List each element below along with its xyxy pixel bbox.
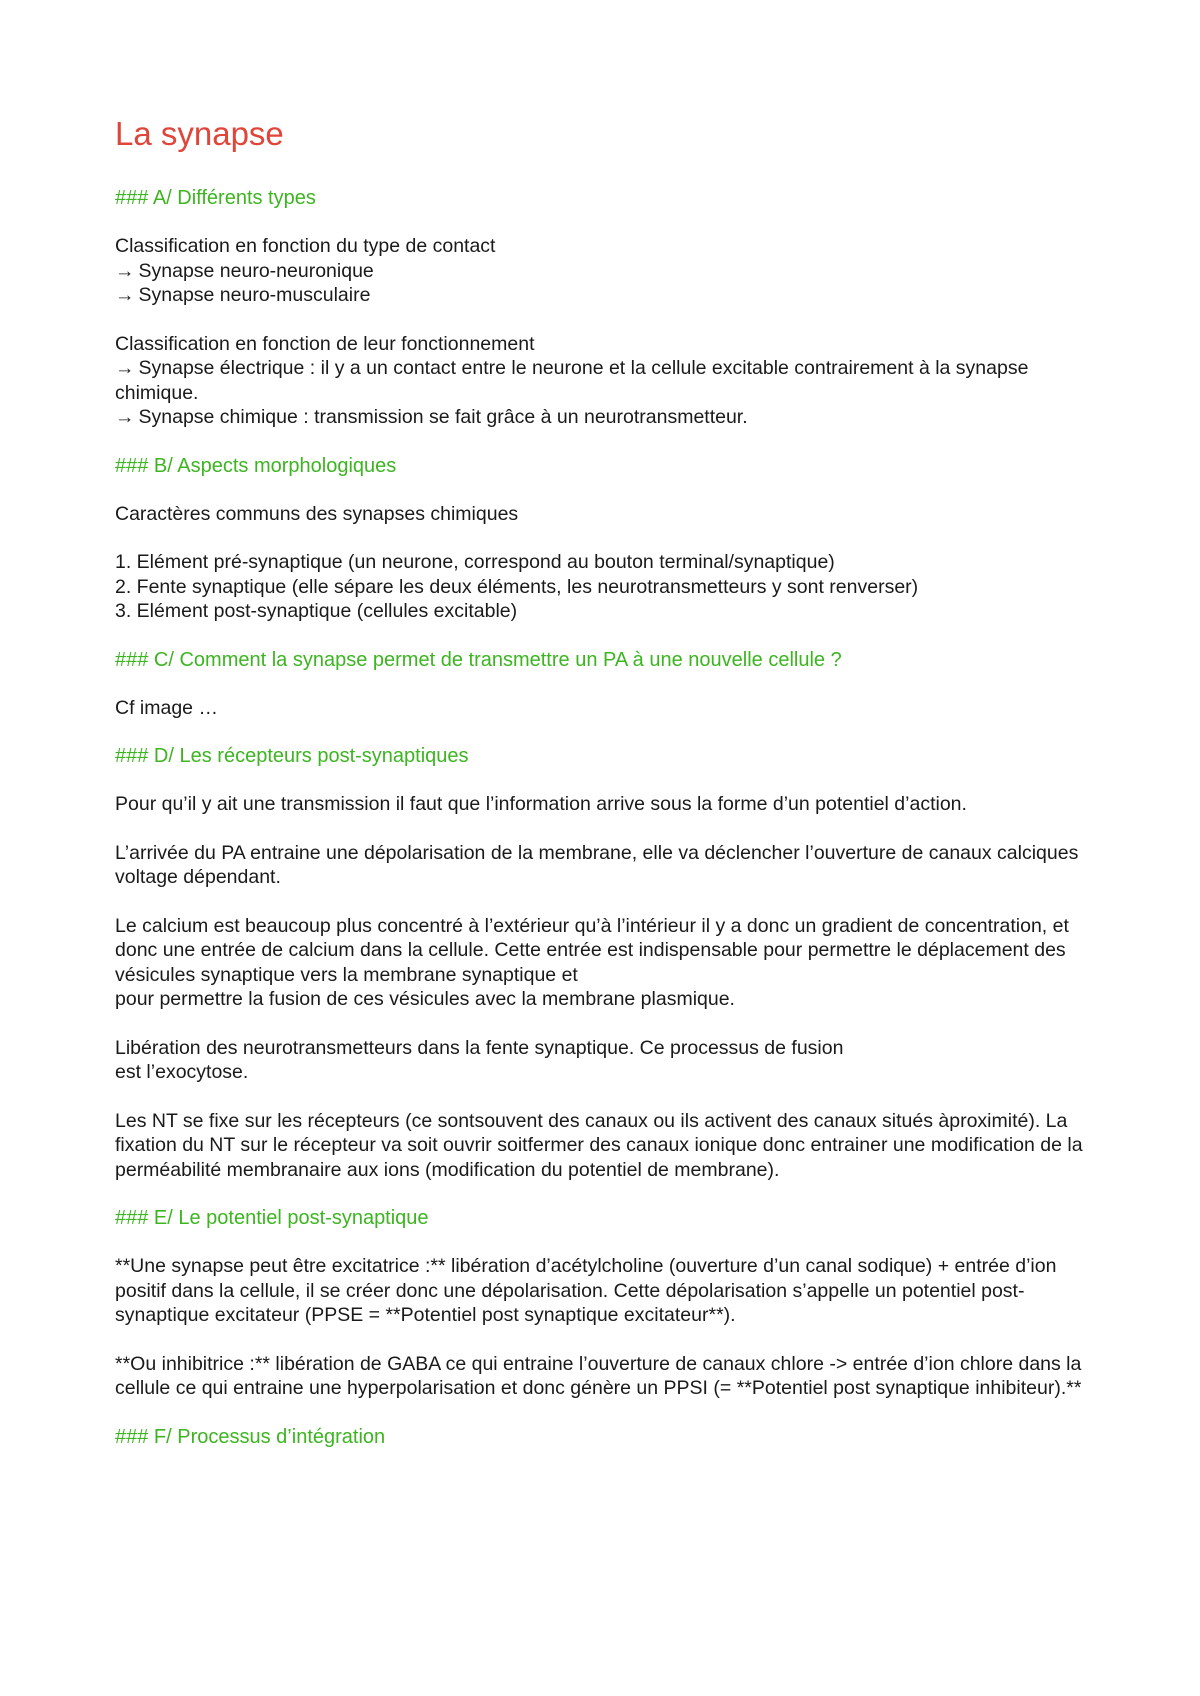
list-item: 1. Elément pré-synaptique (un neurone, correspond au bouton terminal/synaptique) [115,551,835,573]
contact-classification-intro: Classification en fonction du type de contact [115,235,496,257]
list-item-text: Synapse neuro-neuronique [138,259,374,282]
section-e-paragraph-2: **Ou inhibitrice :** libération de GABA ce qui entraine l’ouverture de canaux chlore -> entrée d’ion chlore dans la cellule ce qui entraine une hyperpolarisation et donc génère un PPSI (= **Potentiel post synaptique inhibiteur).** [115,1352,1082,1399]
section-a-function-paragraph [115,332,1095,430]
section-b-heading: ### B/ Aspects morphologiques [115,454,397,477]
list-item: 2. Fente synaptique (elle sépare les deux éléments, les neurotransmetteurs y sont renverser) [115,575,919,598]
arrow-icon: → [115,284,135,306]
list-item-text: Synapse chimique : transmission se fait grâce à un neurotransmetteur. [138,406,748,428]
section-f-heading: ### F/ Processus d’intégration [115,1425,386,1448]
list-item [115,405,1095,430]
section-e-heading: ### E/ Le potentiel post-synaptique [115,1207,429,1229]
section-d-paragraph-5: Les NT se fixe sur les récepteurs (ce sontsouvent des canaux ou ils activent des canaux situés àproximité). La fixation du NT sur le récepteur va soit ouvrir soitfermer des canaux ionique donc entrainer une modification de la perméabilité membranaire aux ions (modification du potentiel de membrane). [115,1109,1083,1181]
section-b-list [115,550,1095,624]
section-d-paragraph-4 [115,1036,1095,1085]
document-title: La synapse [115,115,284,152]
list-item: 3. Elément post-synaptique (cellules excitable) [115,600,518,622]
section-d-paragraph-2: L’arrivée du PA entraine une dépolarisation de la membrane, elle va déclencher l’ouverture de canaux calciques voltage dépendant. [115,841,1079,888]
list-item-text: Synapse électrique : il y a un contact entre le neurone et la cellule excitable contrairement à la synapse chimique. [115,357,1029,404]
document-page [115,112,1095,1473]
list-item [115,259,1095,284]
paragraph-line: est l’exocytose. [115,1061,249,1083]
section-d-heading: ### D/ Les récepteurs post-synaptiques [115,745,469,767]
arrow-icon: → [115,259,135,282]
section-e-paragraph-1: **Une synapse peut être excitatrice :** libération d’acétylcholine (ouverture d’un canal sodique) + entrée d’ion positif dans la cellule, il se créer donc une dépolarisation. Cette dépolarisation s’appelle un potentiel post-synaptique excitateur (PPSE = **Potentiel post synaptique excitateur**). [115,1255,1057,1326]
section-d-paragraph-3 [115,914,1095,1012]
section-c-heading: ### C/ Comment la synapse permet de transmettre un PA à une nouvelle cellule ? [115,648,842,671]
section-b-intro: Caractères communs des synapses chimiques [115,502,519,525]
list-item [115,283,1095,308]
section-d-paragraph-1: Pour qu’il y ait une transmission il faut que l’information arrive sous la forme d’un potentiel d’action. [115,793,967,815]
list-item-text: Synapse neuro-musculaire [138,284,371,306]
section-a-contact-paragraph [115,234,1095,308]
paragraph-line: Le calcium est beaucoup plus concentré à l’extérieur qu’à l’intérieur il y a donc un gradient de concentration, et donc une entrée de calcium dans la cellule. Cette entrée est indispensable pour permettre le déplacement des vésicules synaptique vers la membrane synaptique et [115,914,1069,986]
section-a-heading: ### A/ Différents types [115,187,316,209]
paragraph-line: Libération des neurotransmetteurs dans la fente synaptique. Ce processus de fusion [115,1036,844,1059]
list-item [115,356,1095,405]
section-c-text: Cf image … [115,696,218,719]
arrow-icon: → [115,406,135,428]
arrow-icon: → [115,357,135,379]
paragraph-line: pour permettre la fusion de ces vésicules avec la membrane plasmique. [115,988,735,1010]
function-classification-intro: Classification en fonction de leur fonctionnement [115,332,535,355]
